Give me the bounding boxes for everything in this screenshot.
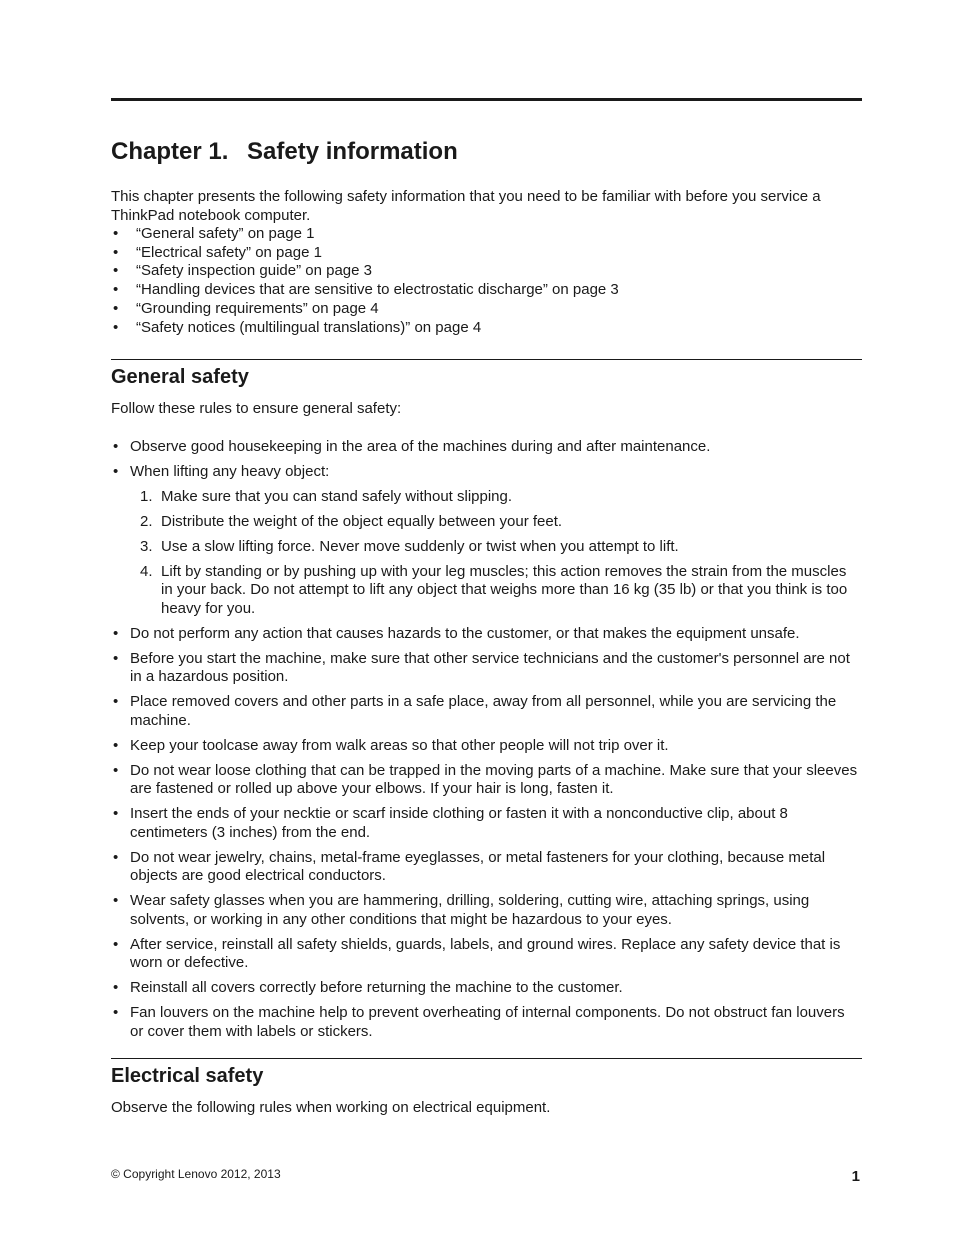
- list-item: • Wear safety glasses when you are hammering, drilling, soldering, cutting wire, attaching springs, using solvents, or working in any other conditions that might be hazardous to your eyes.: [111, 892, 862, 929]
- step-text: Lift by standing or by pushing up with your leg muscles; this action removes the strain from the muscles in your back. Do not attempt to lift any object that weighs more than 16 kg (35 lb) or that you think is too heavy for you.: [161, 562, 848, 617]
- chapter-title-text: Safety information: [247, 138, 458, 165]
- general-safety-rules: [111, 438, 862, 1042]
- toc-list: [111, 225, 862, 337]
- step-text: Distribute the weight of the object equally between your feet.: [161, 512, 563, 530]
- step-number: 1.: [140, 487, 153, 505]
- list-item: • Insert the ends of your necktie or scarf inside clothing or fasten it with a nonconductive clip, about 8 centimeters (3 inches) from the end.: [111, 805, 862, 842]
- page-number: 1: [851, 1168, 860, 1185]
- section-heading-electrical-safety: Electrical safety: [111, 1065, 264, 1088]
- toc-link[interactable]: • “Safety inspection guide” on page 3: [111, 262, 862, 281]
- chapter-number: Chapter 1.: [111, 138, 229, 165]
- list-item: • Fan louvers on the machine help to prevent overheating of internal components. Do not obstruct fan louvers or cover them with labels or stickers.: [111, 1004, 862, 1041]
- section-heading-general-safety: General safety: [111, 366, 249, 389]
- list-item: • After service, reinstall all safety shields, guards, labels, and ground wires. Replace any safety device that is worn or defective.: [111, 936, 862, 973]
- step-text: Use a slow lifting force. Never move suddenly or twist when you attempt to lift.: [161, 537, 679, 555]
- step-item: [130, 538, 862, 557]
- list-item: • Reinstall all covers correctly before returning the machine to the customer.: [111, 979, 862, 998]
- step-number: 2.: [140, 512, 153, 530]
- toc-link[interactable]: • “Handling devices that are sensitive to electrostatic discharge” on page 3: [111, 281, 862, 300]
- copyright-text: © Copyright Lenovo 2012, 2013: [111, 1167, 281, 1181]
- list-item: • Before you start the machine, make sure that other service technicians and the customer's personnel are not in a hazardous position.: [111, 650, 862, 687]
- toc-link[interactable]: • “General safety” on page 1: [111, 225, 862, 244]
- list-item-text: When lifting any heavy object:: [130, 462, 330, 480]
- step-number: 3.: [140, 537, 153, 555]
- step-number: 4.: [140, 562, 153, 580]
- page-content: [111, 98, 862, 1118]
- list-item: • Keep your toolcase away from walk areas so that other people will not trip over it.: [111, 737, 862, 756]
- section-divider: [111, 359, 862, 360]
- general-safety-lead: Follow these rules to ensure general safety:: [111, 400, 402, 418]
- list-item: • Place removed covers and other parts in a safe place, away from all personnel, while you are servicing the machine.: [111, 693, 862, 730]
- toc-link[interactable]: • “Grounding requirements” on page 4: [111, 300, 862, 319]
- section-divider: [111, 1058, 862, 1059]
- step-text: Make sure that you can stand safely without slipping.: [161, 487, 513, 505]
- list-item: • Do not wear loose clothing that can be trapped in the moving parts of a machine. Make sure that your sleeves are fastened or rolled up above your elbows. If your hair is long, fasten it.: [111, 762, 862, 799]
- step-item: [130, 513, 862, 532]
- step-item: [130, 488, 862, 507]
- intro-paragraph: This chapter presents the following safety information that you need to be familiar with before you service a ThinkPad notebook computer.: [111, 188, 821, 224]
- list-item: • Do not wear jewelry, chains, metal-frame eyeglasses, or metal fasteners for your clothing, because metal objects are good electrical conductors.: [111, 849, 862, 886]
- chapter-title: [111, 138, 862, 166]
- top-rule: [111, 98, 862, 101]
- page-footer: [111, 1167, 862, 1185]
- list-item: • Observe good housekeeping in the area of the machines during and after maintenance.: [111, 438, 862, 457]
- list-item-lifting: [111, 463, 862, 619]
- step-item: [130, 563, 862, 619]
- electrical-safety-lead: Observe the following rules when working on electrical equipment.: [111, 1099, 551, 1117]
- toc-link[interactable]: • “Safety notices (multilingual translations)” on page 4: [111, 319, 862, 338]
- list-item: • Do not perform any action that causes hazards to the customer, or that makes the equipment unsafe.: [111, 625, 862, 644]
- lifting-steps: [130, 488, 862, 619]
- toc-link[interactable]: • “Electrical safety” on page 1: [111, 244, 862, 263]
